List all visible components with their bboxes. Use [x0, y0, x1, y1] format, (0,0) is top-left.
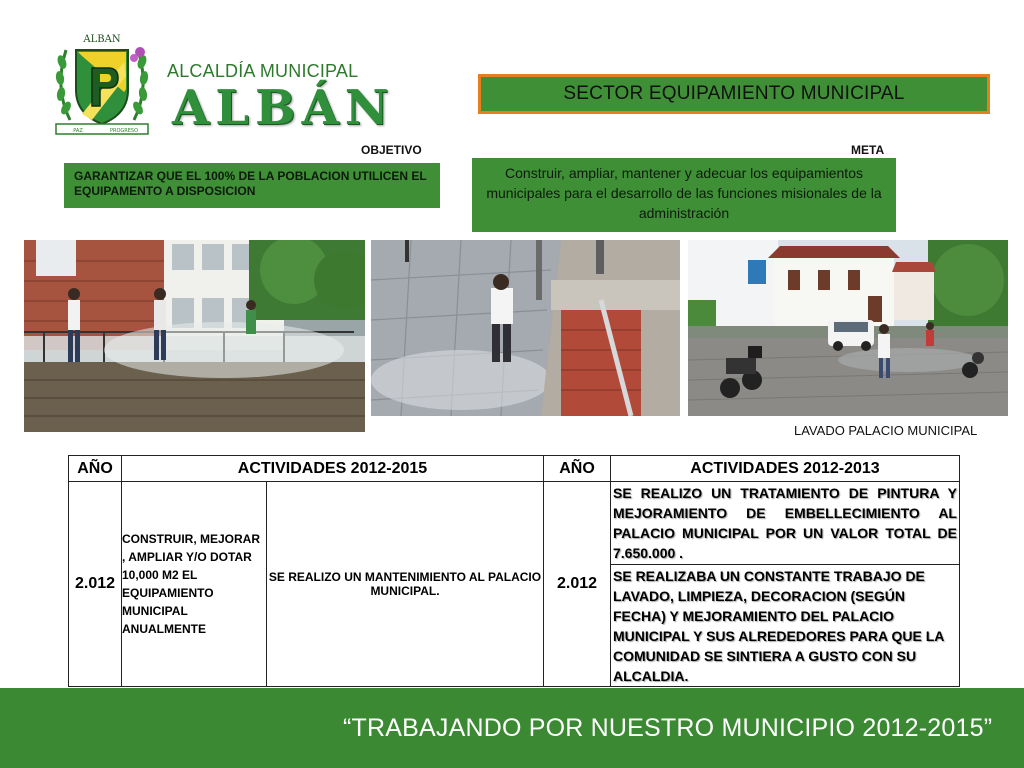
- table-header-row: [69, 456, 960, 482]
- objetivo-label: OBJETIVO: [361, 143, 422, 157]
- activities-table: [68, 455, 960, 687]
- done-cell: SE REALIZO UN MANTENIMIENTO AL PALACIO MUNICIPAL.: [267, 482, 544, 687]
- footer-slogan: “TRABAJANDO POR NUESTRO MUNICIPIO 2012-2015”: [343, 714, 993, 742]
- table-row: [69, 482, 960, 565]
- municipal-coat-of-arms-logo: [52, 28, 152, 138]
- logo-letters: ALBAN: [83, 34, 121, 45]
- year-cell-right: 2.012: [544, 482, 611, 687]
- photo-plaza-washing: [688, 240, 1008, 416]
- photo-building-washing: [24, 240, 365, 432]
- logo-motto-right: PROGRESO: [109, 128, 139, 134]
- alcaldia-municipal-label: ALCALDÍA MUNICIPAL: [167, 61, 359, 81]
- activity-cell-2: SE REALIZABA UN CONSTANTE TRABAJO DE LAVADO, LIMPIEZA, DECORACION (SEGÚN FECHA) Y MEJORAMIENTO DEL PALACIO MUNICIPAL Y SUS ALREDEDORES PARA QUE LA COMUNIDAD SE SINTIERA A GUSTO CON SU ALCALDIA.: [611, 565, 960, 687]
- meta-box: [472, 158, 896, 232]
- header-activities-2012-2015: ACTIVIDADES 2012-2015: [122, 456, 544, 482]
- header-activities-2012-2013: ACTIVIDADES 2012-2013: [611, 456, 960, 482]
- sector-title: SECTOR EQUIPAMIENTO MUNICIPAL: [563, 83, 905, 104]
- municipality-name: ALBÁN: [172, 80, 395, 136]
- sector-title-box: [478, 74, 990, 114]
- goal-cell: CONSTRUIR, MEJORAR , AMPLIAR Y/O DOTAR 10,000 M2 EL EQUIPAMIENTO MUNICIPAL ANUALMENTE: [122, 482, 267, 687]
- activity-cell-1: SE REALIZO UN TRATAMIENTO DE PINTURA Y MEJORAMIENTO DE EMBELLECIMIENTO AL PALACIO MUNICIPAL POR UN VALOR TOTAL DE 7.650.000 .: [611, 482, 960, 565]
- objetivo-box: [64, 163, 440, 208]
- meta-label: META: [851, 143, 885, 157]
- header-year-left: AÑO: [69, 456, 122, 482]
- photo-caption: LAVADO PALACIO MUNICIPAL: [794, 423, 978, 438]
- photo-pressure-washing-floor: [371, 240, 680, 416]
- objetivo-text: GARANTIZAR QUE EL 100% DE LA POBLACION UTILICEN EL EQUIPAMENTO A DISPOSICION: [74, 169, 427, 198]
- year-cell-left: 2.012: [69, 482, 122, 687]
- header-year-right: AÑO: [544, 456, 611, 482]
- meta-text: Construir, ampliar, mantener y adecuar los equipamientos municipales para el desarrollo de las funciones misionales de la administración: [486, 165, 882, 221]
- logo-motto-left: PAZ: [73, 128, 83, 134]
